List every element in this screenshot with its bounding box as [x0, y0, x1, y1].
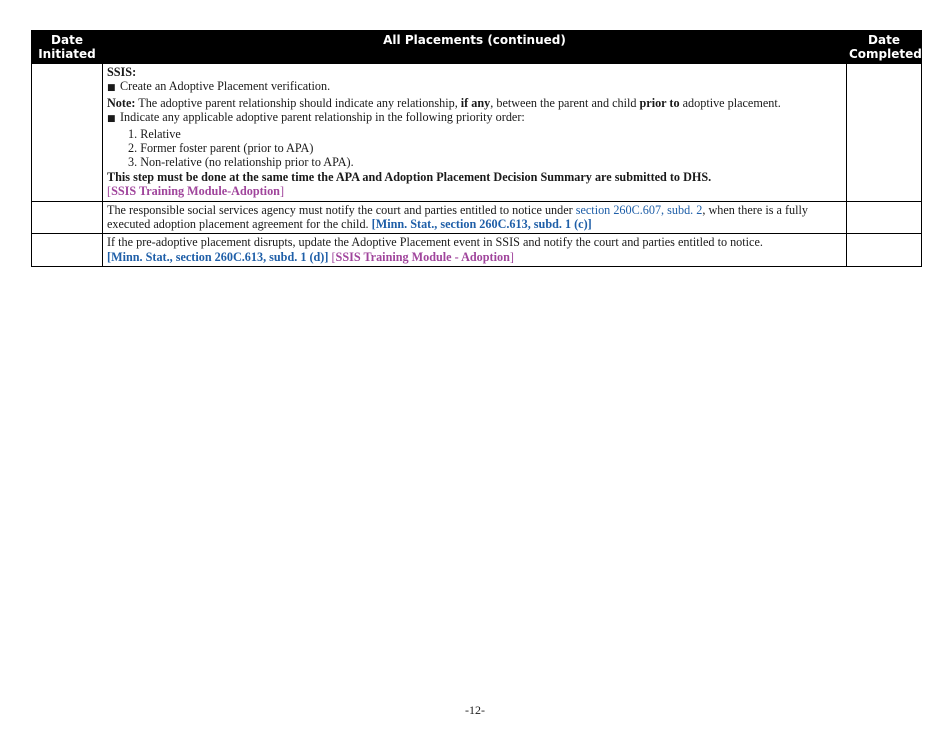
instructions-cell	[103, 64, 847, 202]
note-text: adoptive placement.	[679, 95, 781, 110]
statute-link[interactable]: Minn. Stat., section 260C.613, subd. 1 (d)	[111, 249, 325, 264]
note-text: , between the parent and child	[490, 95, 640, 110]
table-row	[32, 64, 922, 202]
table-row	[32, 234, 922, 267]
note-emphasis: prior to	[639, 95, 680, 110]
date-initiated-cell[interactable]	[32, 201, 103, 234]
bullet-text: Create an Adoptive Placement verification.	[120, 79, 331, 94]
note-label: Note:	[107, 95, 136, 110]
priority-list-item: 2. Former foster parent (prior to APA)	[128, 141, 314, 156]
note-text: The adoptive parent relationship should indicate any relationship,	[135, 95, 461, 110]
bullet-item	[107, 110, 842, 126]
ssis-training-link[interactable]: SSIS Training Module-Adoption	[111, 184, 280, 199]
header-date-initiated: Date Initiated	[32, 31, 103, 64]
date-initiated-cell[interactable]	[32, 64, 103, 202]
ssis-heading: SSIS:	[107, 65, 137, 79]
disruption-text: If the pre-adoptive placement disrupts, update the Adoptive Placement event in SSIS and notify the court and parties entitled to notice.	[107, 235, 763, 250]
date-initiated-cell[interactable]	[32, 234, 103, 267]
timing-statement: This step must be done at the same time the APA and Adoption Placement Decision Summary are submitted to DHS.	[107, 169, 712, 184]
square-bullet-icon: ■	[107, 114, 116, 125]
instructions-cell	[103, 234, 847, 267]
square-bullet-icon: ■	[107, 83, 116, 94]
priority-list-item: 3. Non-relative (no relationship prior to APA).	[128, 155, 354, 170]
date-completed-cell[interactable]	[847, 201, 922, 234]
instructions-cell: The responsible social services agency must notify the court and parties entitled to notice under section 260C.607, subd. 2, when there is a fully executed adoption placement agreement for the child. [Minn. Stat., section 260C.613, subd. 1 (c)]	[103, 201, 847, 234]
training-reference: [SSIS Training Module-Adoption]	[107, 184, 284, 199]
bullet-item	[107, 79, 842, 95]
header-all-placements: All Placements (continued)	[103, 31, 847, 64]
placements-table	[31, 30, 922, 267]
bullet-text: Indicate any applicable adoptive parent relationship in the following priority order:	[120, 110, 525, 125]
notice-text: , when there is a fully executed adoption placement agreement for the child.	[107, 202, 808, 232]
page-number: -12-	[465, 703, 485, 717]
ssis-training-link[interactable]: SSIS Training Module - Adoption	[335, 249, 510, 264]
note-emphasis: if any	[460, 95, 491, 110]
note-paragraph	[107, 96, 842, 110]
statute-link[interactable]: Minn. Stat., section 260C.613, subd. 1 (c)	[375, 217, 588, 232]
date-completed-cell[interactable]	[847, 64, 922, 202]
header-date-completed: Date Completed	[847, 31, 922, 64]
date-completed-cell[interactable]	[847, 234, 922, 267]
table-row	[32, 201, 922, 234]
priority-list-item: 1. Relative	[128, 126, 181, 141]
section-link[interactable]: section 260C.607, subd. 2	[575, 202, 703, 217]
table-header-row	[32, 31, 922, 64]
references: [Minn. Stat., section 260C.613, subd. 1 (d)] [SSIS Training Module - Adoption]	[107, 249, 514, 264]
notice-text: The responsible social services agency must notify the court and parties entitled to notice under	[107, 202, 576, 217]
